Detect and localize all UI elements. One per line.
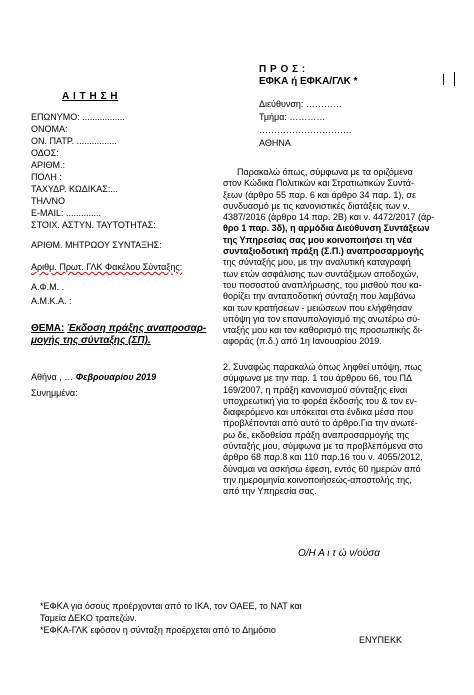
field-glk-protocol-no: Αριθμ. Πρωτ. ΓΛΚ Φακέλου Σύνταξης:: [31, 262, 183, 272]
p2-line: από την Υπηρεσία σας.: [223, 486, 317, 497]
p2-line: υποχρεωτική για το φορέα έκδοσής του & τον εν-: [223, 395, 418, 406]
field-surname: ΕΠΩΝΥΜΟ: .................: [31, 112, 125, 122]
p2-line: σύμφωνα με την παρ. 1 του άρθρου 66, του ΠΔ: [223, 373, 413, 384]
p2-line: 169/2007, η πράξη κανονισμού σύνταξης είναι: [223, 384, 408, 395]
text-cursor: [443, 74, 444, 85]
field-pension-reg-no: ΑΡΙΘΜ. ΜΗΤΡΩΟΥ ΣΥΝΤΑΞΗΣ:: [31, 240, 162, 250]
p1-line: θρο 1 παρ. 3δ), η αρμόδια Διεύθυνση Συντάξεων: [223, 223, 430, 234]
date-line: [31, 372, 156, 383]
p2-line: ρω δε, εκδοθείσα πράξη αναπροσαρμογής της: [223, 429, 409, 440]
to-value: ΕΦΚΑ ή ΕΦΚΑ/ΓΛΚ *: [259, 76, 358, 87]
date-prefix: Αθήνα , …: [31, 372, 74, 382]
p1-line: στον Κώδικα Πολιτικών και Στρατιωτικών Συντά-: [223, 178, 414, 189]
subject-label: ΘΕΜΑ:: [31, 323, 65, 334]
p1-line: των ετών ασφάλισης των συντάξιμων αποδοχών,: [223, 268, 419, 279]
p1-line: συνταξιοδοτική πράξη (Σ.Π.) αναπροσαρμογής: [223, 246, 424, 257]
field-phone: ΤΗΛ/ΝΟ: [31, 196, 66, 206]
p2-line: διαφερόμενο και υπόκειται στα ένδικα μέσα που: [223, 407, 414, 418]
subject-text-1: Έκδοση πράξης αναπροσαρ-: [67, 323, 207, 334]
attachments-label: Συνημμένα:: [31, 388, 78, 398]
footer-organization: ΕΝΥΠΕΚΚ: [359, 635, 403, 645]
field-id-card: ΣΤΟΙΧ. ΑΣΤΥΝ. ΤΑΥΤΟΤΗΤΑΣ:: [31, 220, 156, 230]
p1-line: αφοράς (π.δ.) από 1η Ιανουαρίου 2019.: [223, 336, 382, 347]
address-directorate: Διεύθυνση: …………: [259, 99, 342, 109]
margin-mark: [454, 72, 455, 86]
subject-line-2: μογής της σύνταξης (ΣΠ).: [31, 335, 151, 346]
p1-line: του ποσοστού αναπλήρωσης, του μισθού που κα-: [223, 279, 422, 290]
to-label: Π Ρ Ο Σ :: [259, 64, 306, 75]
footnote-line-1: *ΕΦΚΑ για όσους προέρχονται από το ΙΚΑ, τον ΟΑΕΕ, το ΝΑΤ και: [40, 601, 302, 611]
p1-line: 4387/2016 (άρθρο 14 παρ. 2Β) και ν. 4472/2017 (άρ-: [223, 212, 435, 223]
request-title: Α Ι Τ Η Σ Η: [62, 91, 118, 102]
field-email: E-MAIL: ..............: [31, 208, 102, 218]
p2-line: την ημερομηνία κοινοποιήσεώς-αποστολής της,: [223, 474, 412, 485]
field-amka: Α.Μ.Κ.Α. :: [31, 296, 72, 306]
p1-line: Παρακαλώ όπως, σύμφωνα με τα οριζόμενα: [237, 167, 413, 177]
body-paragraph-2: [223, 362, 445, 498]
p1-line: ξεων (άρθρο 55 παρ. 6 και άρθρο 34 παρ. 1), σε: [223, 189, 416, 200]
field-city: ΠΟΛΗ :: [31, 172, 62, 182]
footnote-line-3: *ΕΦΚΑ-ΓΛΚ εφόσον η σύνταξη προέρχεται από το Δημόσιο: [40, 625, 276, 635]
body-paragraph-1: [223, 167, 445, 348]
address-city: ΑΘΗΝΑ: [259, 138, 291, 148]
field-afm: Α.Φ.Μ. .: [31, 282, 65, 292]
p1-line: και των κρατήσεων - μειώσεων που ελήφθησαν: [223, 302, 412, 313]
p1-line: συνδυασμό με τις κανονιστικές διατάξεις των ν.: [223, 200, 410, 211]
field-street: ΟΔΟΣ:: [31, 148, 59, 158]
field-name: ΟΝΟΜΑ:: [31, 124, 68, 134]
p1-line: νταξής μου και τον καθορισμό της προσωπικής δι-: [223, 325, 423, 336]
p1-line: της σύνταξής μου, με την αναλυτική καταγραφή: [223, 257, 411, 268]
date-month: Φεβρουαρίου 2019: [75, 372, 157, 382]
subject-line-1: [31, 323, 206, 335]
address-department: Τμήμα: …………: [259, 112, 326, 122]
address-line: ………………………….: [259, 125, 352, 135]
field-postal-code: ΤΑΧΥΔΡ. ΚΩΔΙΚΑΣ:...: [31, 184, 118, 194]
footnote-line-2: Ταμεία ΔΕΚΟ τραπεζών.: [40, 613, 137, 623]
p2-line: δύναμαι να ασκήσω έφεση, εντός 60 ημερών από: [223, 463, 421, 474]
field-number: ΑΡΙΘΜ.:: [31, 160, 66, 170]
p2-line: άρθρο 68 παρ.8 και 110 παρ.16 του ν. 4055/2012,: [223, 452, 423, 463]
p2-line: προβλέπονται από αυτό το άρθρο.Για την ανωτέ-: [223, 418, 418, 429]
signature-label: Ο/Η Α ι τ ώ ν/ούσα: [298, 548, 380, 559]
p1-line: υπόψη για τον επανυπολογισμό της ανωτέρω σύ-: [223, 313, 421, 324]
p1-line: της Υπηρεσίας σας μου κοινοποιήσει τη νέα: [223, 234, 412, 245]
p1-line: θορίζει την ανταποδοτική σύνταξη που λαμβάνω: [223, 291, 416, 302]
field-father-name: ΟΝ. ΠΑΤΡ. ................: [31, 136, 117, 146]
p2-line: σύνταξής μου, σύμφωνα με τα προβλεπόμενα στο: [223, 441, 423, 452]
p2-line: 2. Συναφώς παρακαλώ όπως ληφθεί υπόψη, πως: [223, 362, 422, 372]
